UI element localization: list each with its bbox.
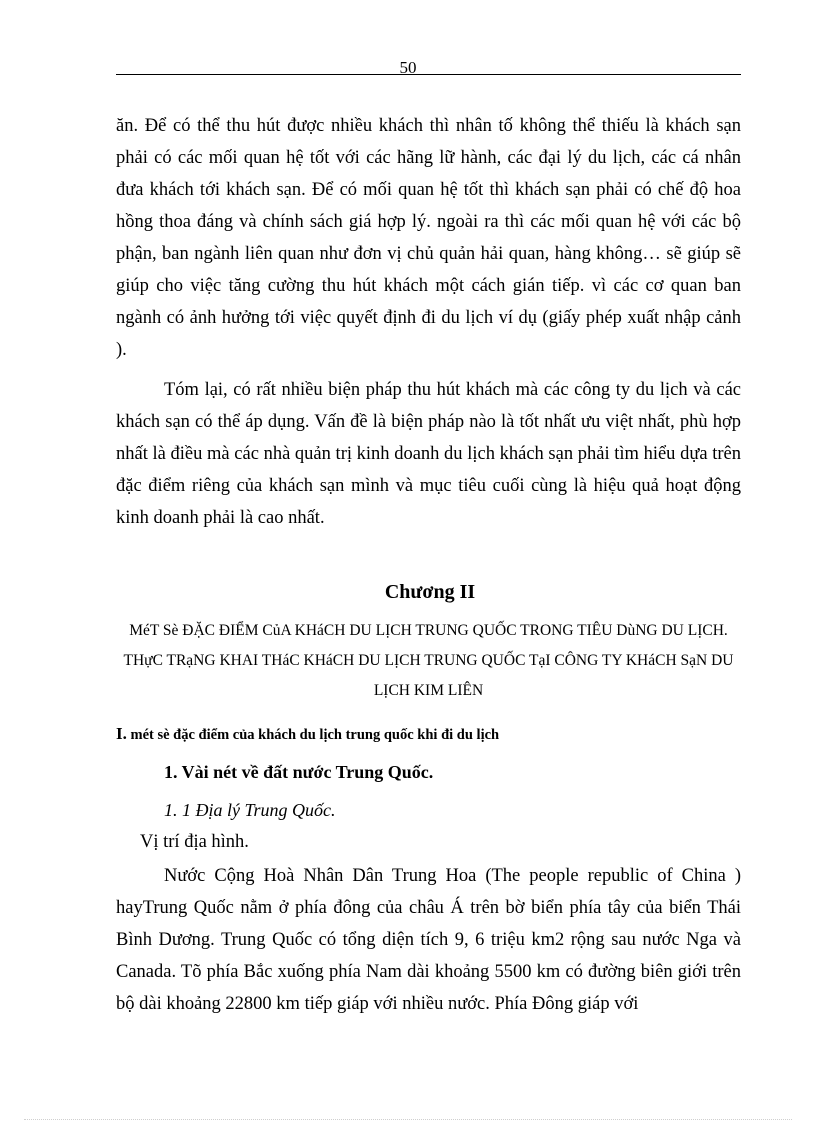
page-number: 50 <box>399 58 417 77</box>
section-heading <box>116 724 741 745</box>
topic-label: Vị trí địa hình. <box>140 832 249 852</box>
header-rule <box>116 74 741 75</box>
section-title: mét sè đặc điểm của khách du lịch trung quốc khi đi du lịch <box>130 727 500 743</box>
intro-paragraph-1: ăn. Để có thể thu hút được nhiều khách thì nhân tố không thể thiếu là khách sạn phải có các mối quan hệ tốt với các hãng lữ hành, các đại lý du lịch, các cá nhân đưa khách tới khách sạn. Để có mối quan hệ tốt thì khách sạn phải có chế độ hoa hồng thoa đáng và chính sách giá hợp lý. ngoài ra thì các mối quan hệ với các bộ phận, ban ngành liên quan như đơn vị chủ quản hải quan, hàng không… sẽ giúp sẽ giúp cho việc tăng cường thu hút khách một cách gián tiếp. vì các cơ quan ban ngành có ảnh hưởng tới việc quyết định đi du lịch ví dụ (giấy phép xuất nhập cảnh ). <box>116 116 741 360</box>
subsubsection-heading: 1. 1 Địa lý Trung Quốc. <box>164 800 336 820</box>
body-paragraph: Nước Cộng Hoà Nhân Dân Trung Hoa (The people republic of China ) hayTrung Quốc nằm ở phía đông của châu Á trên bờ biển phía tây của biển Thái Bình Dương. Trung Quốc có tổng diện tích 9, 6 triệu km2 rộng sau nước Nga và Canada. Tõ phía Bắc xuống phía Nam dài khoảng 5500 km có đường biên giới trên bộ dài khoảng 22800 km tiếp giáp với nhiều nước. Phía Đông giáp với <box>116 866 741 1014</box>
footer-rule <box>24 1119 792 1120</box>
section-number: I. <box>116 724 127 743</box>
chapter-subtitle: MéT Sè ĐẶC ĐIỂM CủA KHáCH DU LỊCH TRUNG QUỐC TRONG TIÊU DùNG DU LỊCH. THựC TRạNG KHAI THáC KHáCH DU LỊCH TRUNG QUỐC TạI CÔNG TY KHáCH SạN DU LỊCH KIM LIÊN <box>123 622 734 699</box>
intro-paragraph-2: Tóm lại, có rất nhiều biện pháp thu hút khách mà các công ty du lịch và các khách sạn có thể áp dụng. Vấn đề là biện pháp nào là tốt nhất ưu việt nhất, phù hợp nhất là điều mà các nhà quản trị kinh doanh du lịch khách sạn phải tìm hiểu dựa trên đặc điểm riêng của khách sạn mình và mục tiêu cuối cùng là hiệu quả hoạt động kinh doanh phải là cao nhất. <box>116 380 741 528</box>
subsection-heading: 1. Vài nét về đất nước Trung Quốc. <box>164 762 434 782</box>
chapter-title: Chương II <box>384 581 476 603</box>
